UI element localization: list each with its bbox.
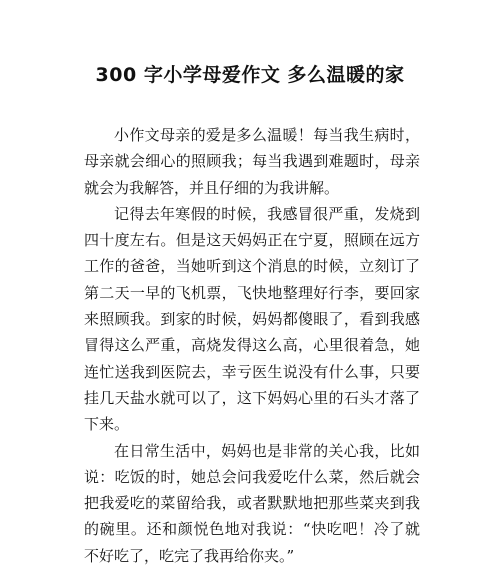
article-paragraph: 小作文母亲的爱是多么温暖！每当我生病时，母亲就会细心的照顾我；每当我遇到难题时，母亲就会为我解答，并且仔细的为我讲解。	[84, 126, 420, 197]
article-paragraph: 在日常生活中，妈妈也是非常的关心我，比如说：吃饭的时，她总会问我爱吃什么菜，然后就会把我爱吃的菜留给我，或者默默地把那些菜夹到我的碗里。还和颜悦色地对我说：“快吃吧！冷了就不好吃了，吃完了我再给你夹。”	[84, 441, 420, 565]
article-title: 300 字小学母爱作文 多么温暖的家	[95, 64, 405, 86]
article-body	[84, 122, 420, 569]
article-paragraph: 记得去年寒假的时候，我感冒很严重，发烧到四十度左右。但是这天妈妈正在宁夏，照顾在远方工作的爸爸，当她听到这个消息的时候，立刻订了第二天一早的飞机票，飞快地整理好行李，要回家来照顾我。到家的时候，妈妈都傻眼了，看到我感冒得这么严重，高烧发得这么高，心里很着急，她连忙送我到医院去，幸亏医生说没有什么事，只要挂几天盐水就可以了，这下妈妈心里的石头才落了下来。	[84, 204, 420, 434]
